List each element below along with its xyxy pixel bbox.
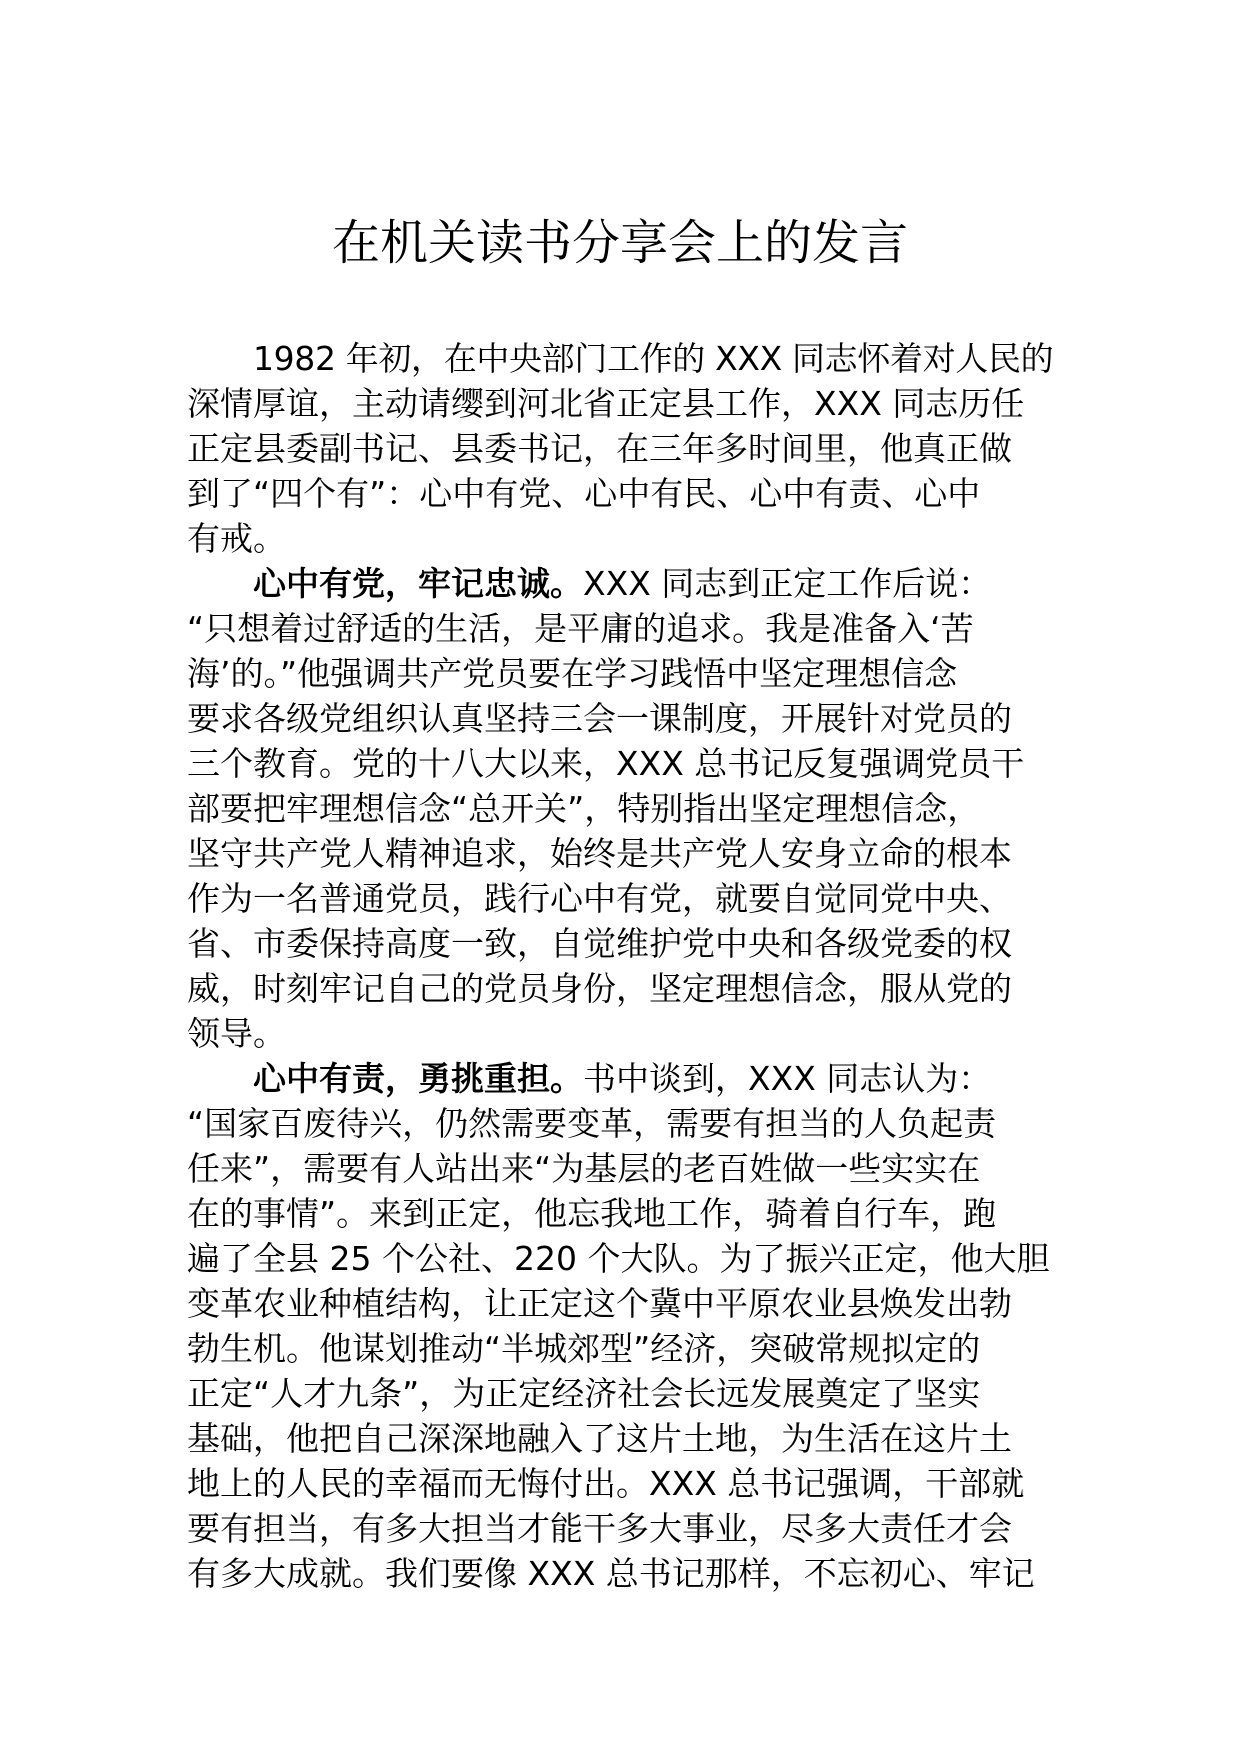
text-line: 遍了全县 25 个公社、220 个大队。为了振兴正定，他大胆: [187, 1239, 1050, 1278]
text-line: 深情厚谊，主动请缨到河北省正定县工作，XXX 同志历任: [187, 384, 1025, 423]
text-line: “国家百废待兴，仍然需要变革，需要有担当的人负起责: [187, 1104, 997, 1143]
text-line: 海’的。”他强调共产党员要在学习践悟中坚定理想信念: [187, 654, 958, 693]
text-line: 部要把牢理想信念“总开关”，特别指出坚定理想信念，: [187, 789, 981, 828]
text-line: 威，时刻牢记自己的党员身份，坚定理想信念，服从党的: [187, 969, 1012, 1008]
text-line: 正定“人才九条”，为正定经济社会长远发展奠定了坚实: [187, 1374, 981, 1413]
text-line-rest: XXX 同志到正定工作后说：: [583, 564, 992, 603]
text-line: 作为一名普通党员，践行心中有党，就要自觉同党中央、: [187, 879, 1012, 918]
paragraph-lead-heading: 心中有责，勇挑重担。: [253, 1059, 583, 1098]
text-line: 在的事情”。来到正定，他忘我地工作，骑着自行车，跑: [187, 1194, 997, 1233]
text-line: [187, 1056, 1053, 1101]
paragraph-lead-heading: 心中有党，牢记忠诚。: [253, 564, 583, 603]
text-line: 有戒。: [187, 519, 286, 558]
text-line-rest: 书中谈到，XXX 同志认为：: [583, 1059, 992, 1098]
text-line: 有多大成就。我们要像 XXX 总书记那样，不忘初心、牢记: [187, 1554, 1035, 1593]
paragraph-responsibility: [187, 1056, 1053, 1596]
text-line: 勃生机。他谋划推动“半城郊型”经济，突破常规拟定的: [187, 1329, 981, 1368]
text-line: 三个教育。党的十八大以来，XXX 总书记反复强调党员干: [187, 744, 1025, 783]
text-line: [187, 561, 1053, 606]
text-line: 要求各级党组织认真坚持三会一课制度，开展针对党员的: [187, 699, 1012, 738]
text-line: 坚守共产党人精神追求，始终是共产党人安身立命的根本: [187, 834, 1012, 873]
text-line: 正定县委副书记、县委书记，在三年多时间里，他真正做: [187, 429, 1012, 468]
text-line: 地上的人民的幸福而无悔付出。XXX 总书记强调，干部就: [187, 1464, 1025, 1503]
page-title: 在机关读书分享会上的发言: [331, 215, 908, 271]
text-line: “只想着过舒适的生活，是平庸的追求。我是准备入‘苦: [187, 609, 974, 648]
text-line: 任来”，需要有人站出来“为基层的老百姓做一些实实在: [187, 1149, 981, 1188]
paragraph-intro: [187, 336, 1053, 561]
text-line: 领导。: [187, 1014, 286, 1053]
text-line: 变革农业种植结构，让正定这个冀中平原农业县焕发出勃: [187, 1284, 1012, 1323]
paragraph-loyalty: [187, 561, 1053, 1056]
text-line: 基础，他把自己深深地融入了这片土地，为生活在这片土: [187, 1419, 1012, 1458]
text-line: 1982 年初，在中央部门工作的 XXX 同志怀着对人民的: [253, 339, 1054, 378]
text-line: 到了“四个有”：心中有党、心中有民、心中有责、心中: [187, 474, 981, 513]
text-line: 省、市委保持高度一致，自觉维护党中央和各级党委的权: [187, 924, 1012, 963]
document-body: [187, 336, 1053, 1596]
text-line: 要有担当，有多大担当才能干多大事业，尽多大责任才会: [187, 1509, 1012, 1548]
